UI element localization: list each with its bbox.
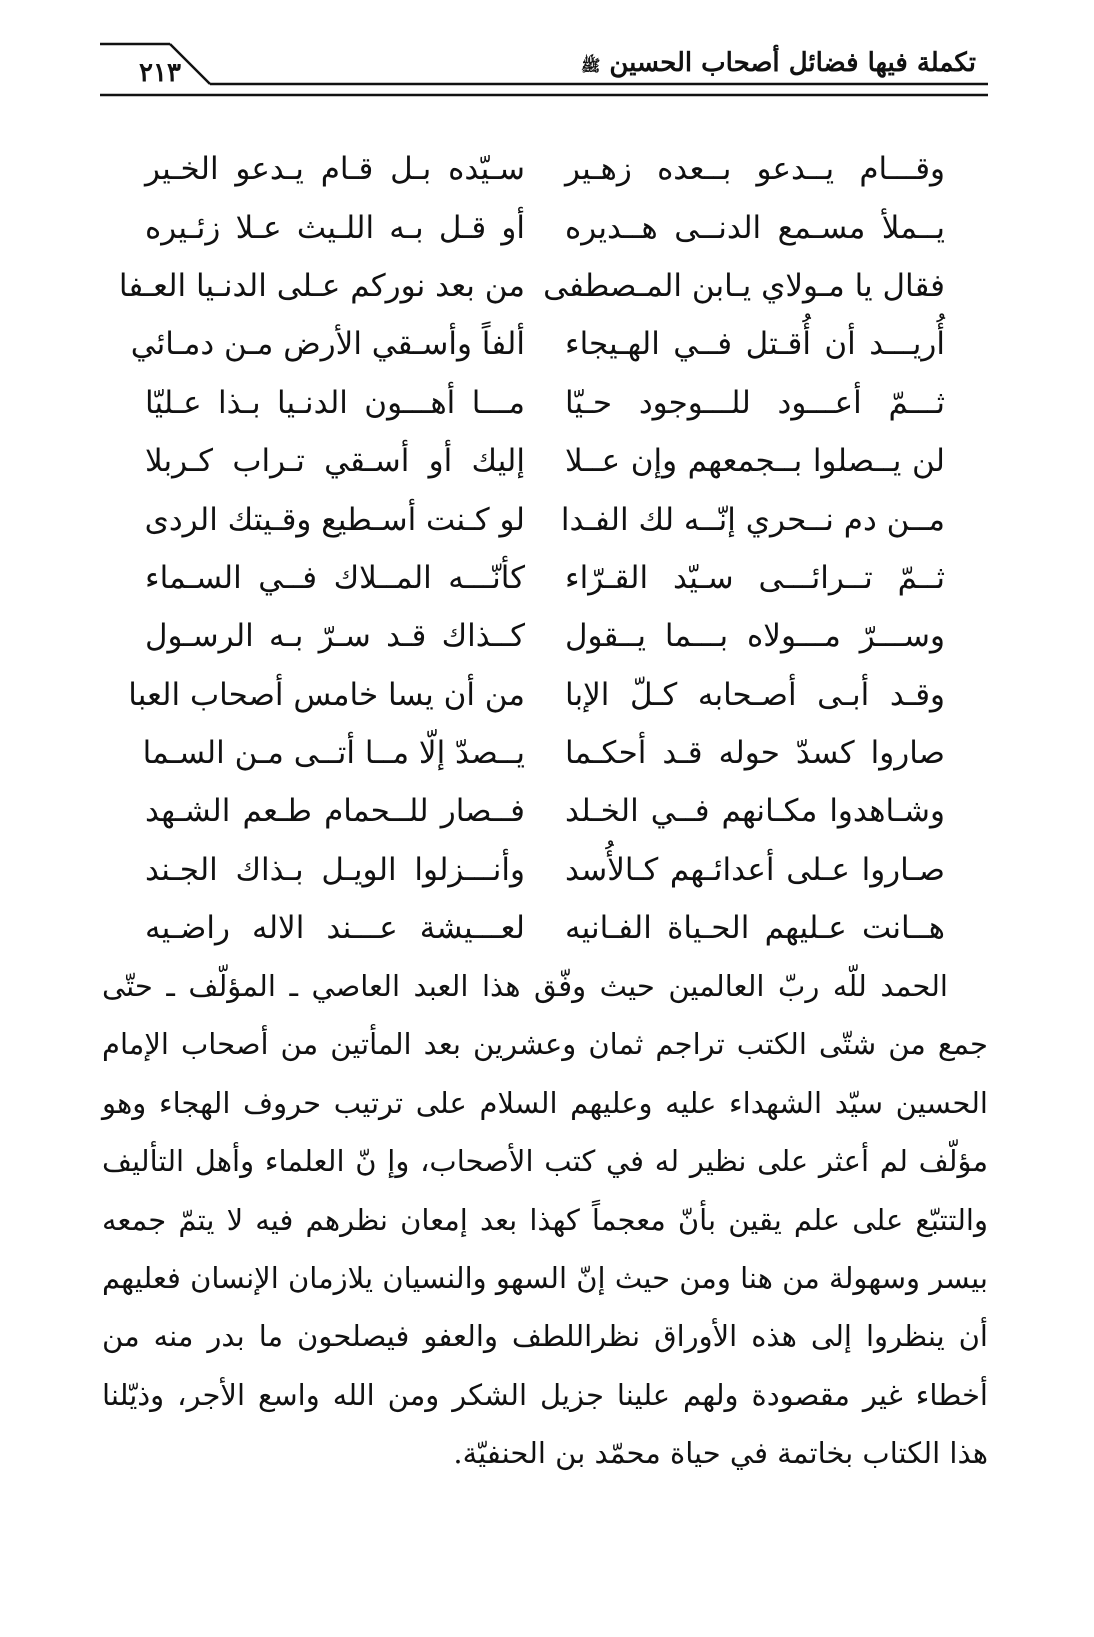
hemistich-second: فــصار للــحمام طـعم الشـهد bbox=[145, 793, 525, 830]
verse bbox=[145, 549, 945, 607]
hemistich-second: إليك أو أسـقي تـراب كـربلا bbox=[145, 443, 525, 480]
hemistich-first: وقـد أبـى أصـحابه كـلّ الإبا bbox=[565, 676, 945, 713]
hemistich-second: يــصدّ إلّا مــا أتــى مـن السـما bbox=[142, 735, 525, 772]
verse bbox=[145, 198, 945, 256]
verse bbox=[128, 666, 945, 724]
hemistich-second: سـيّده بـل قـام يـدعو الخـير bbox=[145, 151, 525, 188]
hemistich-first: صـاروا عـلى أعدائـهم كـالأُسد bbox=[565, 851, 945, 888]
hemistich-second: من أن يسا خامس أصحاب العبا bbox=[128, 676, 525, 713]
hemistich-first: صاروا كسدّ حوله قـد أحكـما bbox=[565, 735, 945, 772]
verse bbox=[145, 432, 945, 490]
hemistich-first: أُريـــد أن أُقـتل فــي الهـيجاء bbox=[565, 326, 945, 363]
page-number: ٢١٣ bbox=[139, 58, 181, 88]
page-header bbox=[100, 40, 988, 110]
hemistich-second: لعـــيشة عـــند الاله راضـيه bbox=[145, 910, 525, 947]
verse bbox=[145, 607, 945, 665]
verse bbox=[142, 724, 945, 782]
verse bbox=[130, 315, 945, 373]
verse bbox=[145, 899, 945, 957]
verse bbox=[145, 782, 945, 840]
running-title bbox=[581, 48, 976, 79]
hemistich-first: لن يــصلوا بــجمعهم وإن عــلا bbox=[565, 443, 945, 480]
hemistich-second: مـــا أهـــون الدنـيا بـذا عـليّا bbox=[145, 384, 525, 421]
hemistich-first: ثـــمّ أعـــود للـــوجود حـيّا bbox=[565, 384, 945, 421]
hemistich-second: أو قـل بـه اللـيث عـلا زئـيره bbox=[145, 209, 525, 246]
verse bbox=[118, 257, 945, 315]
hemistich-second: ألفاً وأسـقي الأرض مـن دمـائي bbox=[130, 326, 525, 363]
hemistich-first: وقـــام يــدعو بــعده زهـير bbox=[565, 151, 945, 188]
hemistich-first: مــن دم نــحري إنّــه لك الفـدا bbox=[560, 501, 945, 538]
hemistich-second: كــذاك قـد سـرّ بـه الرسـول bbox=[145, 618, 525, 655]
hemistich-first: ثــمّ تــرائـــى سـيّد القـرّاء bbox=[565, 559, 945, 596]
hemistich-first: وشـاهدوا مكـانهم فــي الخـلد bbox=[565, 793, 945, 830]
poem bbox=[118, 140, 945, 957]
hemistich-first: هــانت عـليهم الحـياة الفـانيه bbox=[565, 910, 945, 947]
verse bbox=[145, 140, 945, 198]
hemistich-second: لو كـنت أسـطيع وقـيتك الردى bbox=[144, 501, 525, 538]
hemistich-second: وأنـــزلوا الويـل بـذاك الجـند bbox=[145, 851, 525, 888]
running-title-text: تكملة فيها فضائل أصحاب الحسين bbox=[609, 48, 976, 78]
verse bbox=[145, 490, 945, 548]
hemistich-first: يــملأ مسـمع الدنــى هــديره bbox=[565, 209, 945, 246]
hemistich-second: من بعد نوركم عـلى الدنـيا العـفا bbox=[118, 267, 525, 304]
verse bbox=[145, 374, 945, 432]
hemistich-first: فقال يا مـولاي يـابن المـصطفى bbox=[543, 267, 945, 304]
hemistich-first: وســـرّ مـــولاه بـــما يــقول bbox=[565, 618, 945, 655]
hemistich-second: كأنّـــه المــلاك فــي السـماء bbox=[145, 559, 525, 596]
honorific-glyph: ﷺ bbox=[580, 56, 601, 75]
closing-paragraph: الحمد للّه ربّ العالمين حيث وفّق هذا العبد العاصي ـ المؤلّف ـ حتّى جمع من شتّى الكتب تراجم ثمان وعشرين بعد المأتين من أصحاب الإمام الحسين سيّد الشهداء عليه وعليهم السلام على ترتيب حروف الهجاء وهو مؤلّف لم أعثر على نظير له في كتب الأصحاب، وإ نّ العلماء وأهل التأليف والتتبّع على علم يقين بأنّ معجماً كهذا بعد إمعان نظرهم فيه لا يتمّ جمعه بيسر وسهولة من هنا ومن حيث إنّ السهو والنسيان يلازمان الإنسان فعليهم أن ينظروا إلى هذه الأوراق نظراللطف والعفو فيصلحون ما بدر منه من أخطاء غير مقصودة ولهم علينا جزيل الشكر ومن الله واسع الأجر، وذيّلنا هذا الكتاب بخاتمة في حياة محمّد بن الحنفيّة. bbox=[102, 969, 988, 1471]
verse bbox=[145, 841, 945, 899]
